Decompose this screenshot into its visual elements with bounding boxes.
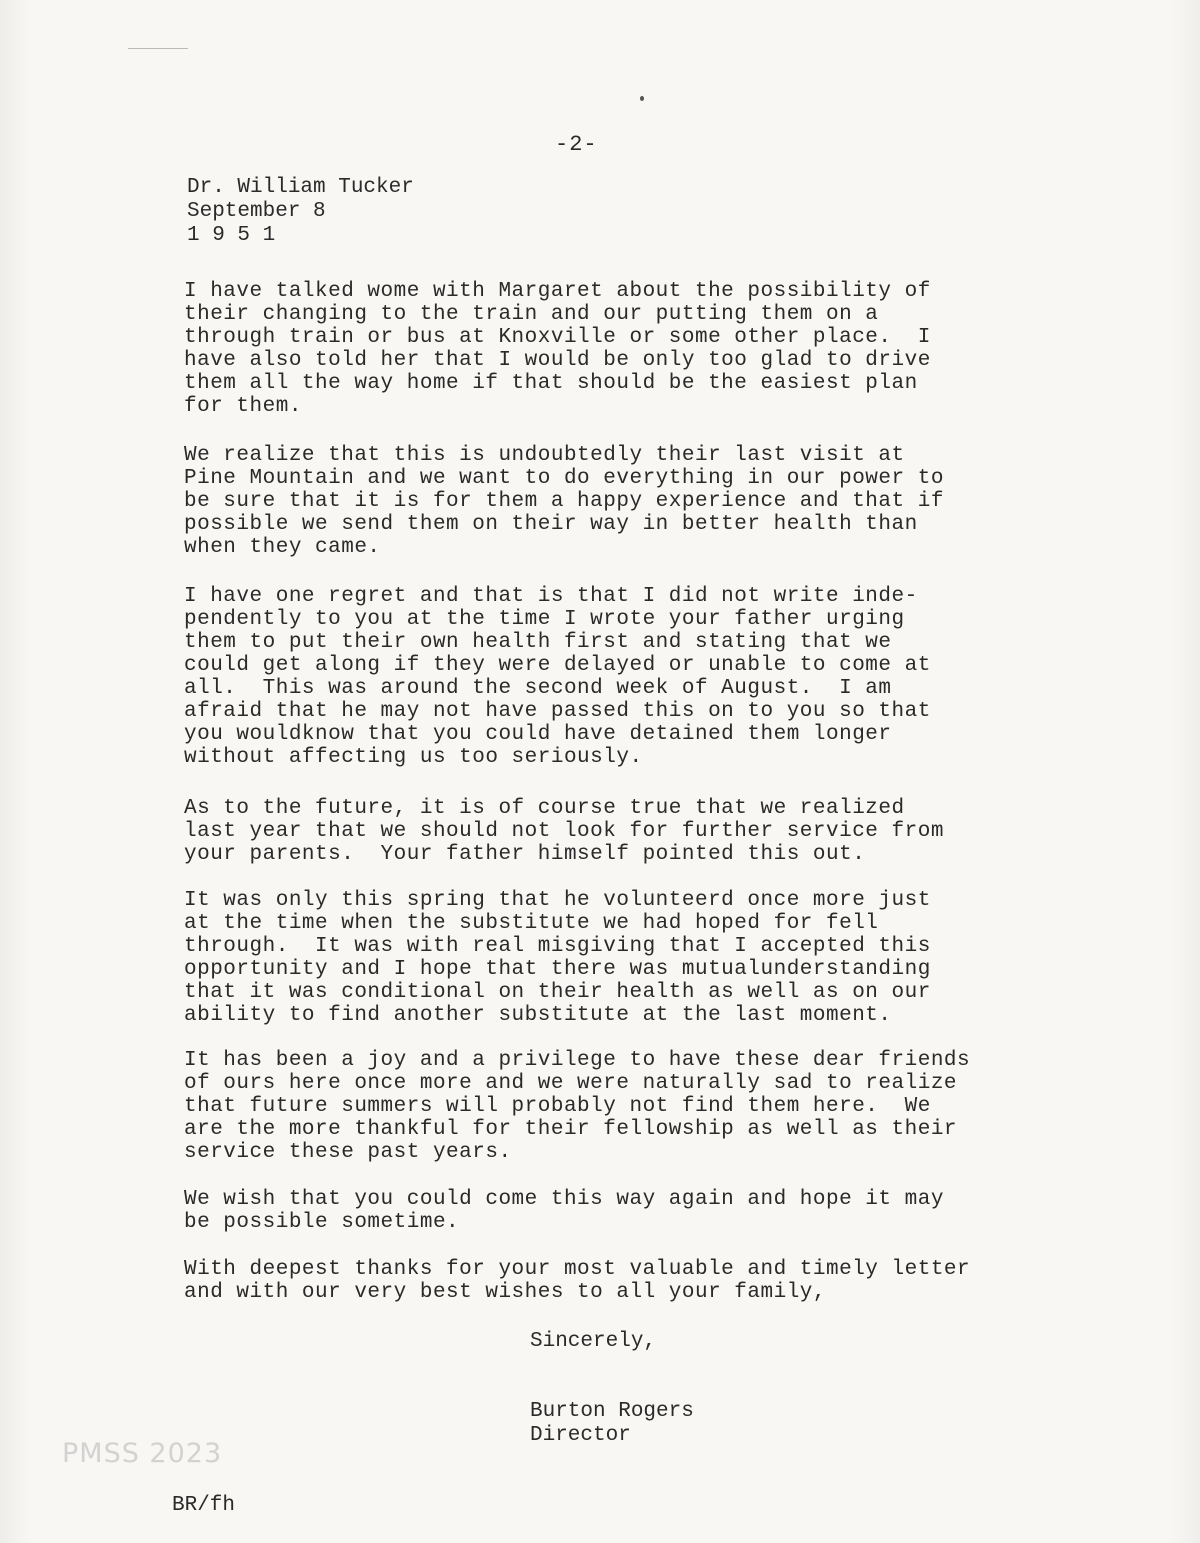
typist-initials: BR/fh [172, 1494, 236, 1517]
page-number: -2- [555, 132, 598, 157]
text-line: without affecting us too seriously. [184, 746, 643, 769]
paper-speck [640, 96, 644, 101]
recipient-name: Dr. William Tucker [187, 176, 414, 199]
text-line: service these past years. [184, 1141, 512, 1164]
paragraph-6 [184, 1049, 1044, 1164]
text-line: possible we send them on their way in better health than [184, 513, 918, 536]
text-line: are the more thankful for their fellowship as well as their [184, 1118, 958, 1141]
archive-watermark: PMSS 2023 [62, 1438, 223, 1469]
text-line: afraid that he may not have passed this on to you so that [184, 700, 931, 723]
text-line: With deepest thanks for your most valuable and timely letter [184, 1258, 971, 1281]
paragraph-7 [184, 1188, 1044, 1234]
paragraph-5 [184, 889, 1044, 1027]
paragraph-3 [184, 585, 1044, 769]
text-line: last year that we should not look for further service from [184, 820, 944, 843]
text-line: all. This was around the second week of August. I am [184, 677, 892, 700]
text-line: Pine Mountain and we want to do everything in our power to [184, 467, 944, 490]
text-line: We wish that you could come this way again and hope it may [184, 1188, 944, 1211]
text-line: It has been a joy and a privilege to have these dear friends [184, 1049, 971, 1072]
text-line: at the time when the substitute we had hoped for fell [184, 912, 879, 935]
text-line: through train or bus at Knoxville or some other place. I [184, 326, 931, 349]
salutation: Sincerely, [530, 1330, 657, 1353]
text-line: We realize that this is undoubtedly their last visit at [184, 444, 905, 467]
letter-date-year: 1 9 5 1 [187, 224, 276, 247]
text-line: for them. [184, 395, 302, 418]
text-line: could get along if they were delayed or unable to come at [184, 654, 931, 677]
text-line: I have talked wome with Margaret about the possibility of [184, 280, 931, 303]
text-line: of ours here once more and we were naturally sad to realize [184, 1072, 958, 1095]
paragraph-2 [184, 444, 1044, 559]
text-line: when they came. [184, 536, 381, 559]
text-line: I have one regret and that is that I did not write inde- [184, 585, 918, 608]
signer-title: Director [530, 1424, 631, 1447]
text-line: your parents. Your father himself pointed this out. [184, 843, 866, 866]
text-line: and with our very best wishes to all your family, [184, 1281, 827, 1304]
text-line: that it was conditional on their health as well as on our [184, 981, 931, 1004]
text-line: them to put their own health first and stating that we [184, 631, 892, 654]
text-line: pendently to you at the time I wrote your father urging [184, 608, 905, 631]
text-line: be possible sometime. [184, 1211, 460, 1234]
text-line: you wouldknow that you could have detained them longer [184, 723, 892, 746]
signer-name: Burton Rogers [530, 1400, 694, 1423]
text-line: ability to find another substitute at the last moment. [184, 1004, 892, 1027]
text-line: through. It was with real misgiving that I accepted this [184, 935, 931, 958]
paragraph-4 [184, 797, 1044, 866]
text-line: their changing to the train and our putting them on a [184, 303, 879, 326]
text-line: It was only this spring that he volunteerd once more just [184, 889, 931, 912]
letter-date-month-day: September 8 [187, 200, 326, 223]
paragraph-8 [184, 1258, 1044, 1304]
text-line: them all the way home if that should be the easiest plan [184, 372, 918, 395]
text-line: be sure that it is for them a happy experience and that if [184, 490, 944, 513]
letter-header [187, 176, 414, 248]
paper-mark [128, 48, 188, 49]
paragraph-1 [184, 280, 1044, 418]
text-line: opportunity and I hope that there was mutualunderstanding [184, 958, 931, 981]
text-line: As to the future, it is of course true that we realized [184, 797, 905, 820]
text-line: have also told her that I would be only too glad to drive [184, 349, 931, 372]
text-line: that future summers will probably not find them here. We [184, 1095, 931, 1118]
